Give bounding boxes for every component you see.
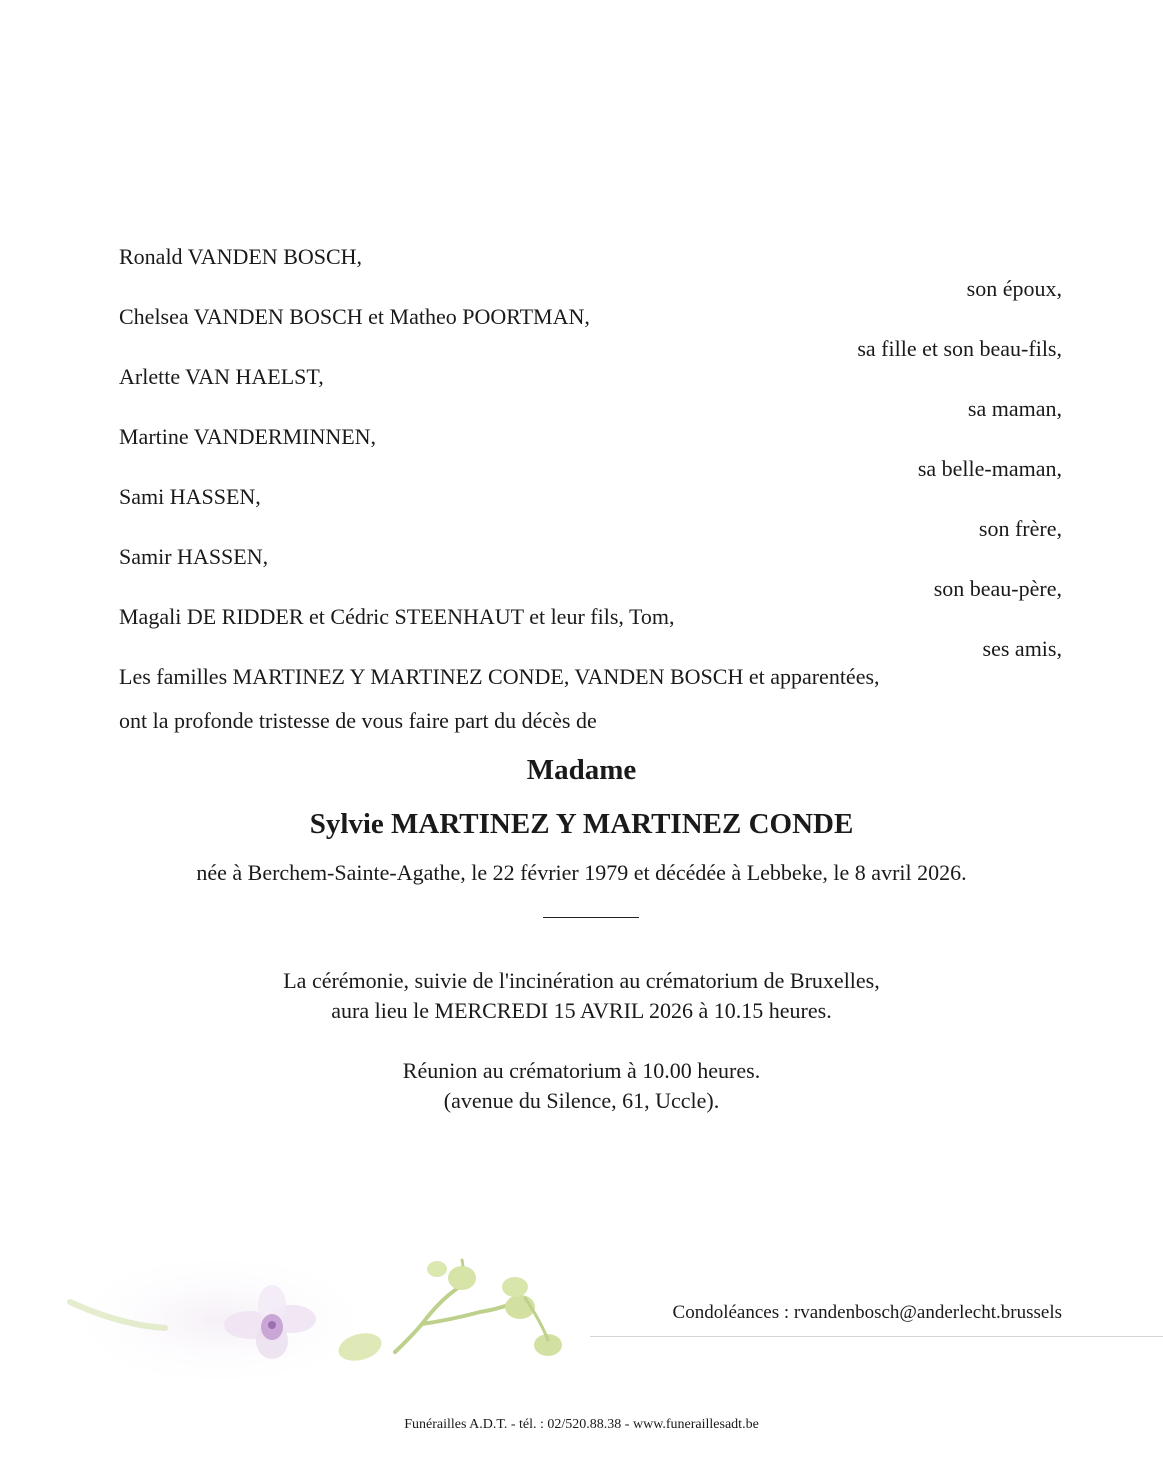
family-role-4: sa belle-maman, — [917, 456, 1062, 481]
deceased-title: Madame — [526, 754, 637, 786]
deceased-dates: née à Berchem-Sainte-Agathe, le 22 février 1979 et décédée à Lebbeke, le 8 avril 2026. — [196, 860, 967, 885]
announcement-line: ont la profonde tristesse de vous faire part du décès de — [119, 708, 597, 733]
family-role-2: sa fille et son beau-fils, — [857, 336, 1062, 361]
family-role-3: sa maman, — [967, 396, 1062, 421]
family-role-6: son beau-père, — [933, 576, 1062, 601]
family-name-4: Martine VANDERMINNEN, — [119, 424, 377, 449]
families-line: Les familles MARTINEZ Y MARTINEZ CONDE, VANDEN BOSCH et apparentées, — [119, 664, 880, 689]
orchid-illustration-icon — [60, 1240, 600, 1380]
family-role-7: ses amis, — [982, 636, 1062, 661]
family-name-7: Magali DE RIDDER et Cédric STEENHAUT et leur fils, Tom, — [119, 604, 675, 629]
family-name-1: Ronald VANDEN BOSCH, — [119, 244, 363, 269]
deceased-name: Sylvie MARTINEZ Y MARTINEZ CONDE — [309, 808, 854, 840]
family-name-3: Arlette VAN HAELST, — [119, 364, 324, 389]
condolences-line: Condoléances : rvandenbosch@anderlecht.brussels — [672, 1302, 1062, 1323]
footer-line: Funérailles A.D.T. - tél. : 02/520.88.38 - www.funeraillesadt.be — [404, 1417, 759, 1432]
ceremony-line-1: La cérémonie, suivie de l'incinération au crématorium de Bruxelles, — [283, 968, 880, 993]
family-name-6: Samir HASSEN, — [119, 544, 269, 569]
family-role-5: son frère, — [978, 516, 1062, 541]
separator-rule — [543, 917, 639, 918]
meeting-line-1: Réunion au crématorium à 10.00 heures. — [402, 1058, 761, 1083]
ceremony-line-2: aura lieu le MERCREDI 15 AVRIL 2026 à 10.15 heures. — [331, 998, 832, 1023]
family-name-5: Sami HASSEN, — [119, 484, 261, 509]
meeting-line-2: (avenue du Silence, 61, Uccle). — [443, 1088, 720, 1113]
family-role-1: son époux, — [966, 276, 1062, 301]
condolences-underline — [590, 1336, 1163, 1337]
family-name-2: Chelsea VANDEN BOSCH et Matheo POORTMAN, — [119, 304, 590, 329]
